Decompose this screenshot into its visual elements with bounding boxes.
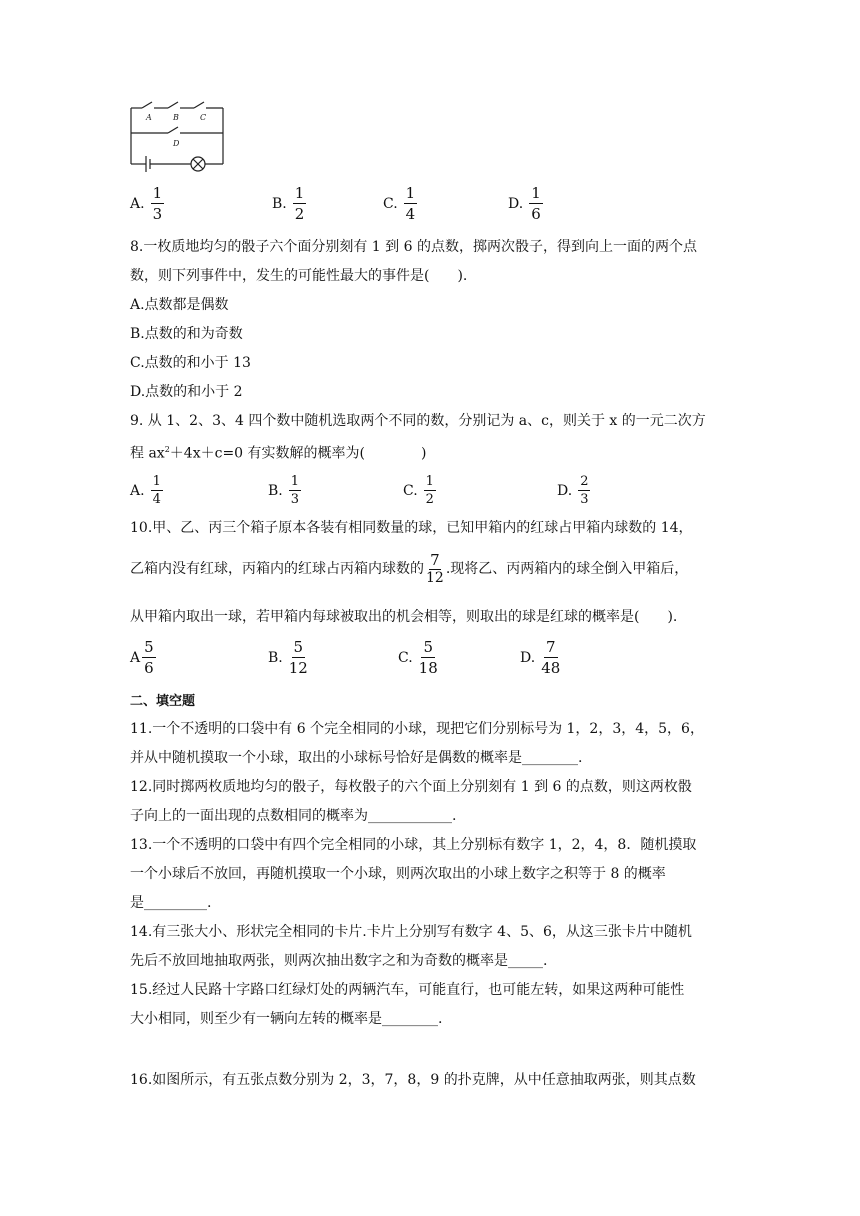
q13-text-line2: 一个小球后不放回，再随机摸取一个小球，则两次取出的小球上数字之积等于 8 的概率 (130, 866, 666, 882)
switch-label-c: C (200, 113, 207, 122)
q7-option-c: C. $\frac{1}{4}$ (383, 184, 416, 223)
switch-label-d: D (173, 139, 180, 148)
q9-option-d: D. $\frac{2}{3}$ (557, 474, 589, 507)
q8-option-c: C.点数的和小于 13 (130, 355, 251, 371)
q16-text-line1: 16.如图所示，有五张点数分别为 2，3，7，8，9 的扑克牌，从中任意抽取两张，则其点数 (130, 1072, 696, 1088)
q9-text-line1: 9. 从 1、2、3、4 四个数中随机选取两个不同的数，分别记为 a、c，则关于 x 的一元二次方 (130, 413, 706, 429)
q12-text-line2: 子向上的一面出现的点数相同的概率为____________. (130, 808, 457, 824)
circuit-diagram (128, 100, 228, 172)
q8-text-line2: 数，则下列事件中，发生的可能性最大的事件是( ). (130, 268, 468, 284)
q10-text-line1: 10.甲、乙、丙三个箱子原本各装有相同数量的球，已知甲箱内的红球占甲箱内球数的 14， (130, 520, 693, 536)
q7-option-a: A. $\frac{1}{3}$ (130, 184, 163, 223)
q10-text-line3: 从甲箱内取出一球，若甲箱内每球被取出的机会相等，则取出的球是红球的概率是( ). (130, 609, 678, 625)
q13-text-line3: 是_________. (130, 895, 212, 911)
q14-text-line1: 14.有三张大小、形状完全相同的卡片.卡片上分别写有数字 4、5、6，从这三张卡片中随机 (130, 924, 692, 940)
switch-label-b: B (173, 113, 179, 122)
section-heading: 二、填空题 (130, 694, 196, 709)
q8-option-b: B.点数的和为奇数 (130, 326, 243, 342)
q11-text-line1: 11.一个不透明的口袋中有 6 个完全相同的小球，现把它们分别标号为 1，2，3，4，5，6， (130, 721, 704, 737)
q10-option-b: B. $\frac{5}{12}$ (268, 638, 308, 677)
switch-label-a: A (146, 113, 152, 122)
q11-text-line2: 并从中随机摸取一个小球，取出的小球标号恰好是偶数的概率是________. (130, 750, 583, 766)
q10-option-a: A $\frac{5}{6}$ (130, 638, 154, 677)
q7-option-d: D. $\frac{1}{6}$ (508, 184, 541, 223)
q8-option-d: D.点数的和小于 2 (130, 384, 243, 400)
q7-option-b: B. $\frac{1}{2}$ (272, 184, 305, 223)
q15-text-line2: 大小相同，则至少有一辆向左转的概率是________. (130, 1011, 443, 1027)
q12-text-line1: 12.同时掷两枚质地均匀的骰子，每枚骰子的六个面上分别刻有 1 到 6 的点数，则这两枚骰 (130, 779, 692, 795)
q9-option-a: A. $\frac{1}{4}$ (130, 474, 161, 507)
q8-option-a: A.点数都是偶数 (130, 297, 229, 313)
q10-text-line2: 乙箱内没有红球，丙箱内的红球占丙箱内球数的 $\frac{7}{12}$ .现将乙、丙两箱内的球全倒入甲箱后， (130, 550, 689, 586)
q10-option-d: D. $\frac{7}{48}$ (520, 638, 561, 677)
q9-text-line2: 程 $ax^2+4x+c=0$ 有实数解的概率为( ) (130, 445, 427, 462)
q8-text-line1: 8.一枚质地均匀的骰子六个面分别刻有 1 到 6 的点数，掷两次骰子，得到向上一面的两个点 (130, 239, 697, 255)
q9-option-c: C. $\frac{1}{2}$ (403, 474, 434, 507)
q15-text-line1: 15.经过人民路十字路口红绿灯处的两辆汽车，可能直行，也可能左转，如果这两种可能性 (130, 982, 685, 998)
q14-text-line2: 先后不放回地抽取两张，则两次抽出数字之和为奇数的概率是_____. (130, 953, 548, 969)
q9-option-b: B. $\frac{1}{3}$ (268, 474, 300, 507)
q10-fraction: $\frac{7}{12}$ (426, 550, 444, 586)
q13-text-line1: 13.一个不透明的口袋中有四个完全相同的小球，其上分别标有数字 1，2，4，8．随机摸取 (130, 837, 697, 853)
q10-option-c: C. $\frac{5}{18}$ (398, 638, 438, 677)
